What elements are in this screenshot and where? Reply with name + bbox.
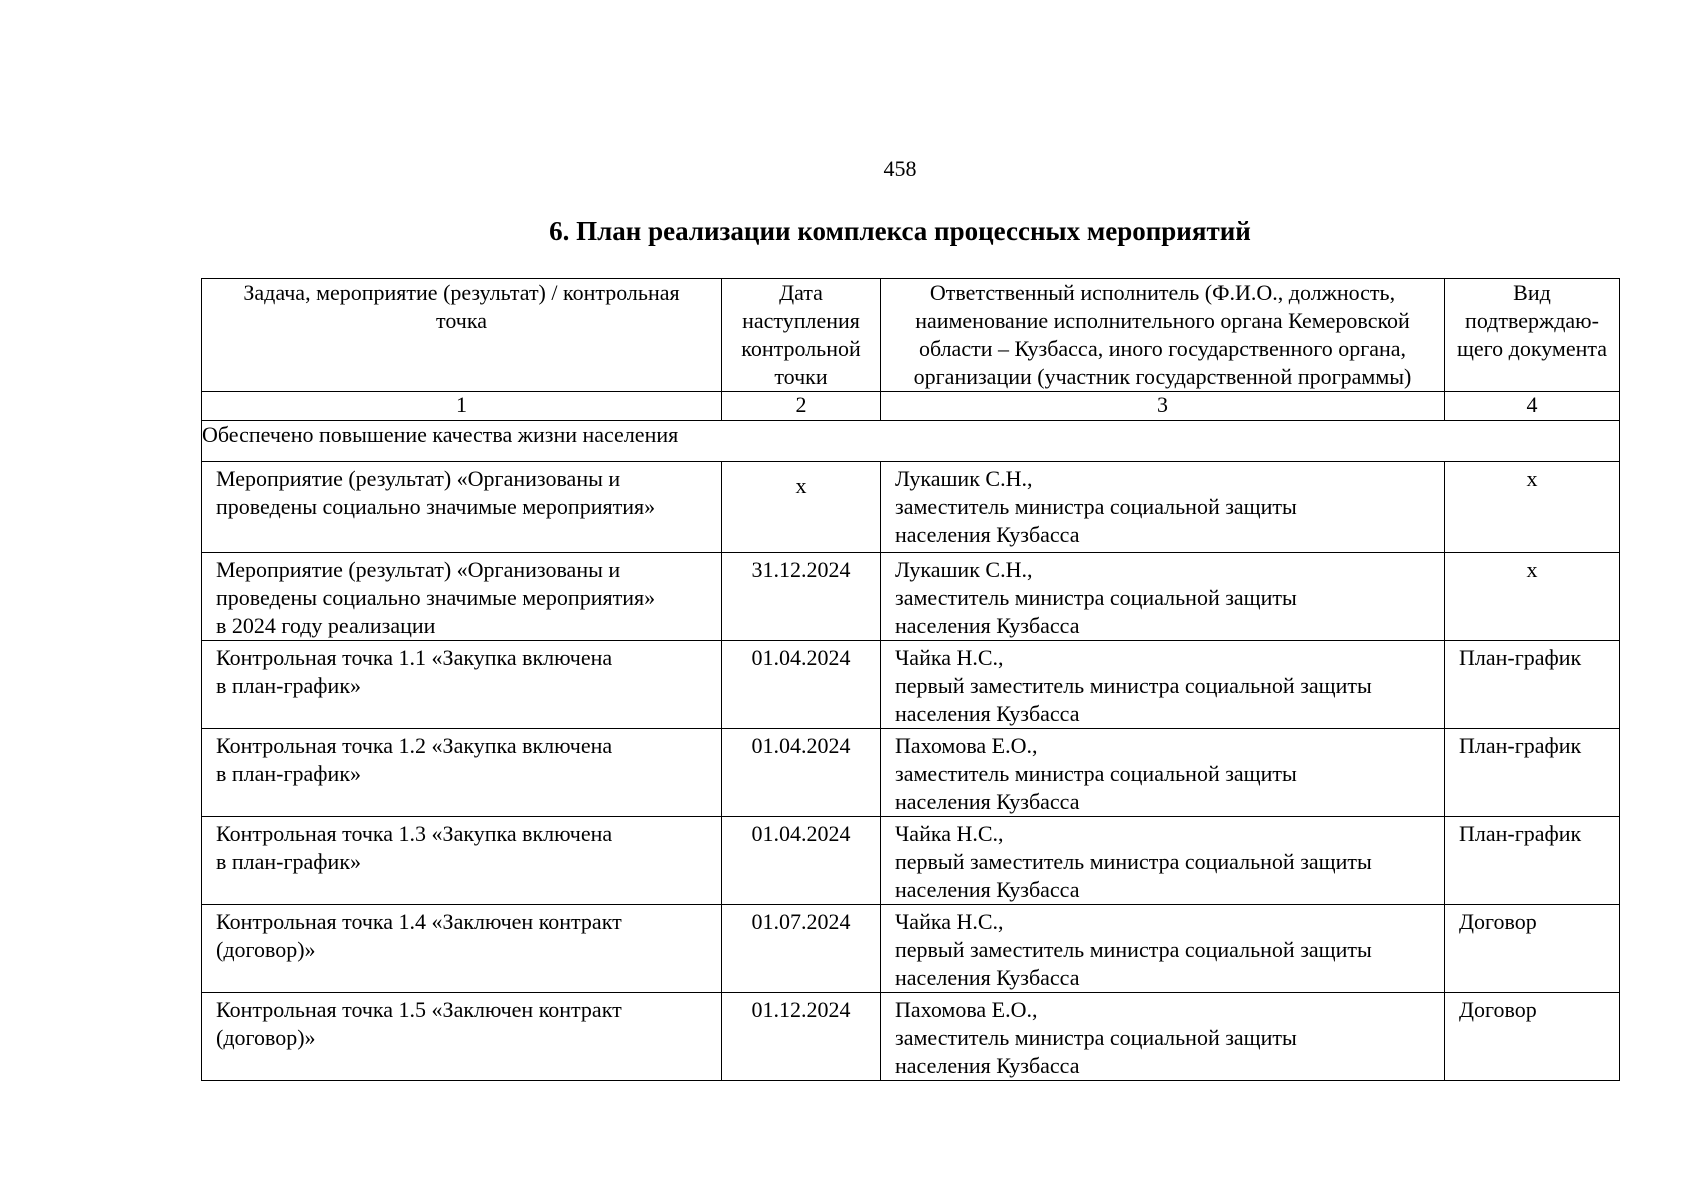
table-row — [202, 817, 1620, 905]
table-row — [202, 641, 1620, 729]
task-cell — [202, 817, 722, 905]
task-cell — [202, 553, 722, 641]
table-row — [202, 729, 1620, 817]
cell-text-line: (договор)» — [216, 1025, 316, 1050]
cell-text-line: проведены социально значимые мероприятия» — [216, 585, 656, 610]
cell-text-line: Лукашик С.Н., — [895, 557, 1033, 582]
cell-text-line: населения Кузбасса — [895, 789, 1080, 814]
document-cell: План-график — [1445, 729, 1620, 817]
cell-text-line: подтверждаю- — [1465, 308, 1599, 333]
column-header-task — [202, 279, 722, 392]
document-cell: Договор — [1445, 905, 1620, 993]
cell-text-line: населения Кузбасса — [895, 613, 1080, 638]
document-cell: План-график — [1445, 817, 1620, 905]
cell-text-line: щего документа — [1456, 336, 1608, 361]
cell-text-line: населения Кузбасса — [895, 701, 1080, 726]
executor-cell — [881, 553, 1445, 641]
cell-text-line: контрольной — [741, 336, 861, 361]
column-number: 4 — [1445, 392, 1620, 421]
task-cell — [202, 993, 722, 1081]
date-cell: 01.04.2024 — [722, 729, 881, 817]
cell-text-line: проведены социально значимые мероприятия» — [216, 494, 656, 519]
section-row — [202, 421, 1620, 462]
cell-text-line: (договор)» — [216, 937, 316, 962]
page-title: 6. План реализации комплекса процессных мероприятий — [549, 216, 1251, 246]
date-cell: 01.12.2024 — [722, 993, 881, 1081]
column-header-document — [1445, 279, 1620, 392]
cell-text-line: организации (участник государственной программы) — [913, 364, 1412, 389]
column-number: 2 — [722, 392, 881, 421]
table-row — [202, 553, 1620, 641]
cell-text-line: наименование исполнительного органа Кемеровской — [915, 308, 1410, 333]
document-cell: х — [1445, 553, 1620, 641]
cell-text-line: в план-график» — [216, 673, 362, 698]
cell-text-line: заместитель министра социальной защиты — [895, 1025, 1297, 1050]
cell-text-line: в план-график» — [216, 849, 362, 874]
executor-cell — [881, 905, 1445, 993]
page-number: 458 — [883, 156, 917, 181]
date-cell: 31.12.2024 — [722, 553, 881, 641]
table-row — [202, 462, 1620, 553]
cell-text-line: Мероприятие (результат) «Организованы и — [216, 557, 621, 582]
cell-text-line: Вид — [1513, 280, 1551, 305]
cell-text-line: точка — [436, 308, 487, 333]
cell-text-line: в план-график» — [216, 761, 362, 786]
cell-text-line: Дата — [779, 280, 823, 305]
cell-text-line: заместитель министра социальной защиты — [895, 494, 1297, 519]
executor-cell — [881, 729, 1445, 817]
table-header-row — [202, 279, 1620, 392]
table-row — [202, 993, 1620, 1081]
cell-text-line: Контрольная точка 1.4 «Заключен контракт — [216, 909, 622, 934]
cell-text-line: Чайка Н.С., — [895, 909, 1004, 934]
task-cell — [202, 729, 722, 817]
date-cell: 01.04.2024 — [722, 641, 881, 729]
task-cell — [202, 905, 722, 993]
executor-cell — [881, 993, 1445, 1081]
executor-cell — [881, 817, 1445, 905]
cell-text-line: Пахомова Е.О., — [895, 733, 1038, 758]
table-row — [202, 905, 1620, 993]
column-number: 1 — [202, 392, 722, 421]
cell-text-line: населения Кузбасса — [895, 877, 1080, 902]
cell-text-line: первый заместитель министра социальной защиты — [895, 673, 1372, 698]
cell-text-line: Чайка Н.С., — [895, 821, 1004, 846]
cell-text-line: первый заместитель министра социальной защиты — [895, 849, 1372, 874]
cell-text-line: Чайка Н.С., — [895, 645, 1004, 670]
task-cell — [202, 462, 722, 553]
task-cell — [202, 641, 722, 729]
cell-text-line: Ответственный исполнитель (Ф.И.О., должность, — [929, 280, 1396, 305]
column-header-date — [722, 279, 881, 392]
column-numbers-row — [202, 392, 1620, 421]
cell-text-line: наступления — [742, 308, 860, 333]
date-cell: 01.07.2024 — [722, 905, 881, 993]
cell-text-line: населения Кузбасса — [895, 1053, 1080, 1078]
cell-text-line: Контрольная точка 1.2 «Закупка включена — [216, 733, 613, 758]
cell-text-line: заместитель министра социальной защиты — [895, 761, 1297, 786]
cell-text-line: Мероприятие (результат) «Организованы и — [216, 466, 621, 491]
date-cell: х — [722, 462, 881, 553]
cell-text-line: Контрольная точка 1.3 «Закупка включена — [216, 821, 613, 846]
cell-text-line: области – Кузбасса, иного государственного органа, — [918, 336, 1407, 361]
column-header-executor — [881, 279, 1445, 392]
plan-table — [201, 278, 1620, 1081]
section-title: Обеспечено повышение качества жизни населения — [202, 421, 1620, 462]
cell-text-line: точки — [774, 364, 828, 389]
cell-text-line: Контрольная точка 1.1 «Закупка включена — [216, 645, 613, 670]
document-cell: Договор — [1445, 993, 1620, 1081]
cell-text-line: в 2024 году реализации — [216, 613, 436, 638]
document-cell: План-график — [1445, 641, 1620, 729]
date-cell: 01.04.2024 — [722, 817, 881, 905]
executor-cell — [881, 462, 1445, 553]
document-cell: х — [1445, 462, 1620, 553]
cell-text-line: первый заместитель министра социальной защиты — [895, 937, 1372, 962]
cell-text-line: Задача, мероприятие (результат) / контрольная — [243, 280, 680, 305]
cell-text-line: Лукашик С.Н., — [895, 466, 1033, 491]
cell-text-line: заместитель министра социальной защиты — [895, 585, 1297, 610]
cell-text-line: населения Кузбасса — [895, 522, 1080, 547]
cell-text-line: Контрольная точка 1.5 «Заключен контракт — [216, 997, 622, 1022]
cell-text-line: населения Кузбасса — [895, 965, 1080, 990]
executor-cell — [881, 641, 1445, 729]
cell-text-line: Пахомова Е.О., — [895, 997, 1038, 1022]
column-number: 3 — [881, 392, 1445, 421]
